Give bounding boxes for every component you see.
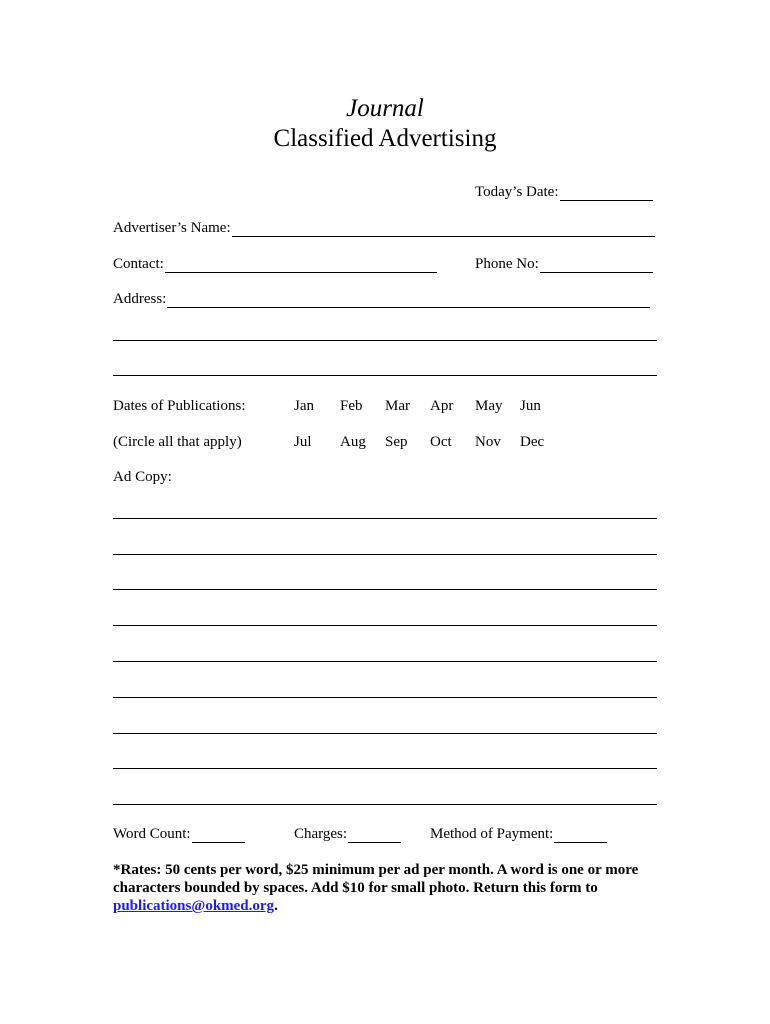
advertiser-name-label: Advertiser’s Name:: [113, 220, 231, 236]
word-count-field[interactable]: [113, 825, 245, 843]
month-apr[interactable]: Apr: [430, 398, 454, 414]
address-blank[interactable]: [167, 293, 650, 308]
month-may[interactable]: May: [475, 398, 503, 414]
address-line-2[interactable]: [113, 340, 657, 341]
word-count-blank[interactable]: [192, 828, 245, 843]
month-aug[interactable]: Aug: [340, 434, 366, 450]
month-oct[interactable]: Oct: [430, 434, 452, 450]
contact-field[interactable]: [113, 255, 437, 273]
phone-blank[interactable]: [540, 258, 653, 273]
advertiser-name-blank[interactable]: [232, 222, 655, 237]
phone-label: Phone No:: [475, 256, 539, 272]
charges-field[interactable]: [294, 825, 401, 843]
address-label: Address:: [113, 291, 167, 307]
journal-title: Journal: [346, 95, 424, 122]
ad-copy-line-2[interactable]: [113, 554, 657, 555]
ad-copy-line-3[interactable]: [113, 589, 657, 590]
month-sep[interactable]: Sep: [385, 434, 408, 450]
ad-copy-line-5[interactable]: [113, 661, 657, 662]
todays-date-label: Today’s Date:: [475, 184, 559, 200]
charges-blank[interactable]: [348, 828, 401, 843]
charges-label: Charges:: [294, 826, 348, 842]
month-jan[interactable]: Jan: [294, 398, 314, 414]
payment-label: Method of Payment:: [430, 826, 554, 842]
rates-note: [113, 861, 673, 915]
rates-end: .: [274, 898, 278, 914]
email-link[interactable]: publications@okmed.org: [113, 898, 275, 914]
word-count-label: Word Count:: [113, 826, 191, 842]
contact-blank[interactable]: [165, 258, 437, 273]
month-jul[interactable]: Jul: [294, 434, 312, 450]
month-jun[interactable]: Jun: [520, 398, 541, 414]
todays-date-blank[interactable]: [560, 186, 653, 201]
ad-copy-line-8[interactable]: [113, 768, 657, 769]
ad-copy-line-7[interactable]: [113, 733, 657, 734]
ad-copy-line-4[interactable]: [113, 625, 657, 626]
month-nov[interactable]: Nov: [475, 434, 501, 450]
ad-copy-label: Ad Copy:: [113, 469, 172, 485]
address-field[interactable]: [113, 290, 650, 308]
contact-label: Contact:: [113, 256, 164, 272]
address-line-3[interactable]: [113, 375, 657, 376]
dates-of-publications-label: Dates of Publications:: [113, 398, 246, 414]
ad-copy-line-1[interactable]: [113, 518, 657, 519]
ad-copy-line-6[interactable]: [113, 697, 657, 698]
form-title: Classified Advertising: [273, 125, 497, 152]
month-dec[interactable]: Dec: [520, 434, 545, 450]
month-feb[interactable]: Feb: [340, 398, 363, 414]
phone-field[interactable]: [475, 255, 653, 273]
ad-copy-line-9[interactable]: [113, 804, 657, 805]
month-mar[interactable]: Mar: [385, 398, 410, 414]
rates-text: *Rates: 50 cents per word, $25 minimum per ad per month. A word is one or more characters bounded by spaces. Add $10 for small photo. Return this form to: [113, 862, 639, 896]
advertiser-name-field[interactable]: [113, 219, 655, 237]
payment-blank[interactable]: [554, 828, 607, 843]
circle-all-label: (Circle all that apply): [113, 434, 242, 450]
payment-field[interactable]: [430, 825, 607, 843]
todays-date-field[interactable]: [475, 183, 653, 201]
